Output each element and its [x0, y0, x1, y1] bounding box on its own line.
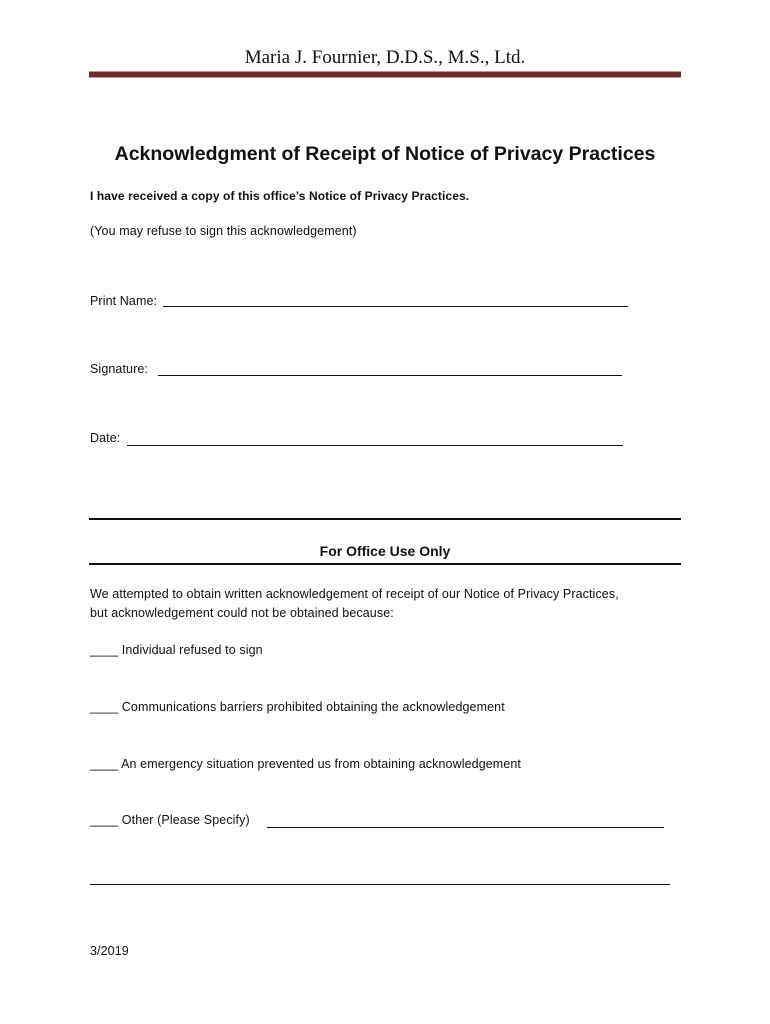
option-emergency[interactable]: [90, 757, 521, 771]
section-divider-bottom: [89, 563, 681, 565]
office-intro-2: but acknowledgement could not be obtained because:: [90, 606, 394, 620]
revision-date: 3/2019: [90, 944, 129, 958]
option-label: Other (Please Specify): [121, 813, 250, 827]
option-other[interactable]: [90, 813, 250, 827]
option-label: Communications barriers prohibited obtaining the acknowledgement: [121, 700, 505, 714]
signature-label: Signature:: [90, 362, 148, 376]
office-intro-1: We attempted to obtain written acknowledgement of receipt of our Notice of Privacy Practices,: [90, 587, 619, 601]
checkbox-blank[interactable]: ____: [90, 757, 119, 771]
office-heading: For Office Use Only: [319, 543, 451, 559]
statement: I have received a copy of this office’s Notice of Privacy Practices.: [90, 189, 470, 203]
option-label: An emergency situation prevented us from obtaining acknowledgement: [121, 757, 521, 771]
signature-field[interactable]: [158, 375, 622, 376]
option-communication[interactable]: [90, 700, 505, 714]
header-rule: [89, 71, 681, 78]
option-label: Individual refused to sign: [121, 643, 263, 657]
print-name-label: Print Name:: [90, 294, 158, 308]
checkbox-blank[interactable]: ____: [90, 643, 119, 657]
section-divider-top: [89, 518, 681, 520]
checkbox-blank[interactable]: ____: [90, 700, 119, 714]
other-specify-field[interactable]: [267, 827, 664, 828]
checkbox-blank[interactable]: ____: [90, 813, 119, 827]
date-field[interactable]: [127, 445, 623, 446]
practice-name: Maria J. Fournier, D.D.S., M.S., Ltd.: [244, 47, 526, 68]
option-refused[interactable]: [90, 643, 263, 657]
page-title: Acknowledgment of Receipt of Notice of Privacy Practices: [114, 143, 656, 165]
date-label: Date:: [90, 431, 121, 445]
print-name-field[interactable]: [163, 306, 628, 307]
refuse-note: (You may refuse to sign this acknowledgement): [90, 224, 357, 238]
other-specify-field-2[interactable]: [90, 884, 670, 885]
